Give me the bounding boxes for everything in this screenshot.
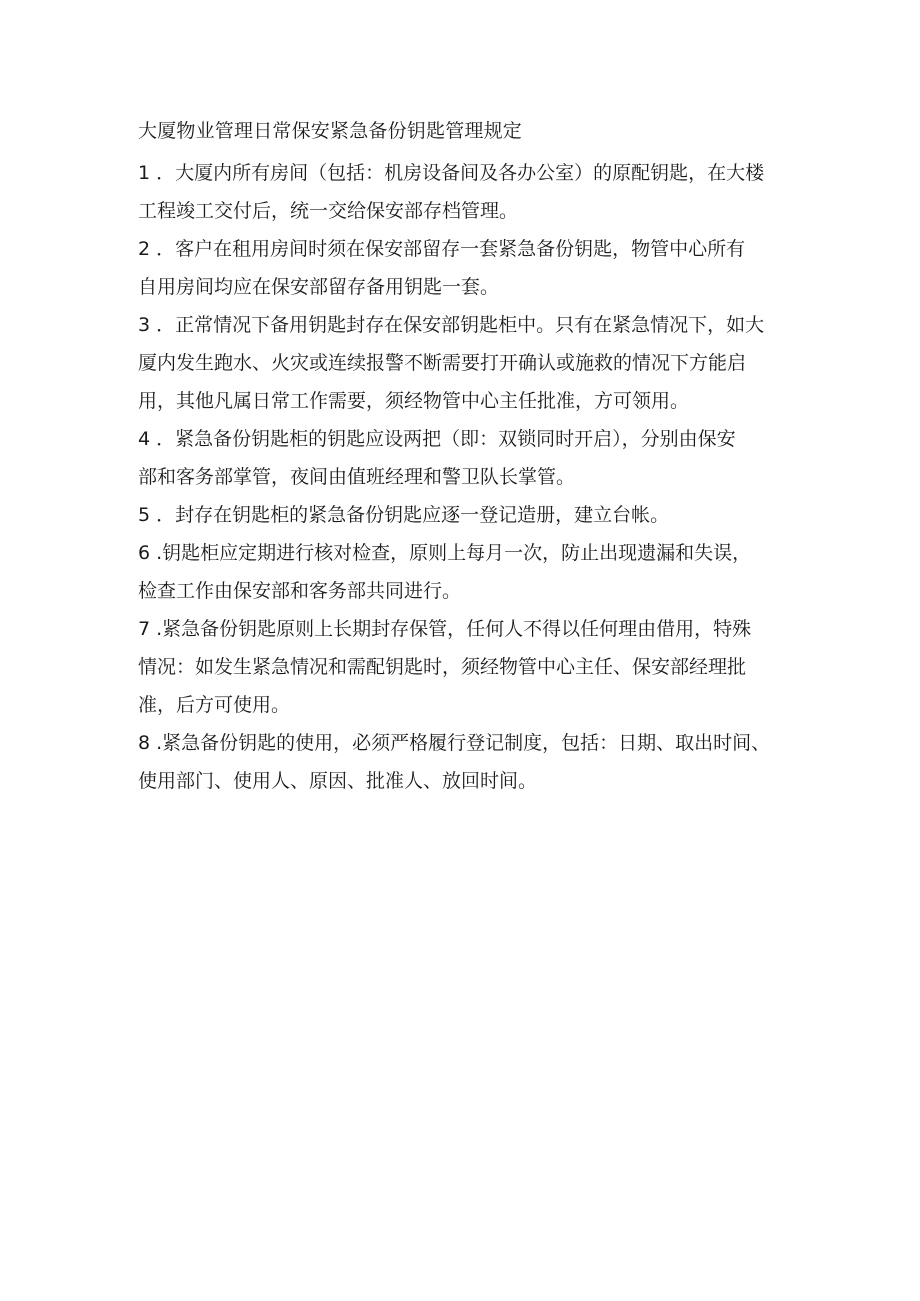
clause-line bbox=[138, 496, 798, 534]
clause-line bbox=[138, 306, 798, 344]
clause-line: 准，后方可使用。 bbox=[138, 694, 291, 716]
clause-line bbox=[138, 610, 798, 648]
clause-number: 2 bbox=[138, 238, 151, 260]
clause-number: 6 bbox=[138, 542, 151, 564]
document-title: 大厦物业管理日常保安紧急备份钥匙管理规定 bbox=[138, 120, 523, 142]
document-page bbox=[138, 116, 798, 800]
clause-number: 4 bbox=[138, 428, 151, 450]
clause-1 bbox=[138, 154, 798, 230]
clause-line bbox=[138, 230, 798, 268]
clause-5 bbox=[138, 496, 798, 534]
clause-text: .钥匙柜应定期进行核对检查，原则上每月一次，防止出现遗漏和失误， bbox=[156, 542, 752, 564]
clause-4 bbox=[138, 420, 798, 496]
clause-line: 厦内发生跑水、火灾或连续报警不断需要打开确认或施救的情况下方能启 bbox=[138, 352, 747, 374]
clause-number: 5 bbox=[138, 504, 151, 526]
clause-line: 部和客务部掌管，夜间由值班经理和警卫队长掌管。 bbox=[138, 466, 576, 488]
clause-line: 自用房间均应在保安部留存备用钥匙一套。 bbox=[138, 276, 500, 298]
clause-6 bbox=[138, 534, 798, 610]
clause-line bbox=[138, 420, 798, 458]
clause-line: 情况：如发生紧急情况和需配钥匙时，须经物管中心主任、保安部经理批 bbox=[138, 656, 747, 678]
clause-number: 8 bbox=[138, 732, 151, 754]
clause-text: ．封存在钥匙柜的紧急备份钥匙应逐一登记造册，建立台帐。 bbox=[156, 504, 670, 526]
clause-7 bbox=[138, 610, 798, 724]
clause-text: .紧急备份钥匙原则上长期封存保管，任何人不得以任何理由借用，特殊 bbox=[156, 618, 752, 640]
clause-number: 1 bbox=[138, 162, 151, 184]
clause-line bbox=[138, 154, 798, 192]
clause-number: 3 bbox=[138, 314, 151, 336]
clause-line: 工程竣工交付后，统一交给保安部存档管理。 bbox=[138, 200, 519, 222]
clause-line bbox=[138, 724, 798, 762]
clause-3 bbox=[138, 306, 798, 420]
clause-number: 7 bbox=[138, 618, 151, 640]
clause-text: .紧急备份钥匙的使用，必须严格履行登记制度，包括：日期、取出时间、 bbox=[156, 732, 771, 754]
clause-text: ．客户在租用房间时须在保安部留存一套紧急备份钥匙，物管中心所有 bbox=[156, 238, 746, 260]
clause-text: ．正常情况下备用钥匙封存在保安部钥匙柜中。只有在紧急情况下，如大 bbox=[156, 314, 765, 336]
clause-line: 使用部门、使用人、原因、批准人、放回时间。 bbox=[138, 770, 538, 792]
clause-line: 检查工作由保安部和客务部共同进行。 bbox=[138, 580, 462, 602]
clause-2 bbox=[138, 230, 798, 306]
clause-line: 用，其他凡属日常工作需要，须经物管中心主任批准，方可领用。 bbox=[138, 390, 690, 412]
clause-text: ．大厦内所有房间（包括：机房设备间及各办公室）的原配钥匙，在大楼 bbox=[156, 162, 765, 184]
clause-line bbox=[138, 534, 798, 572]
clause-8 bbox=[138, 724, 798, 800]
clause-text: ．紧急备份钥匙柜的钥匙应设两把（即：双锁同时开启），分别由保安 bbox=[156, 428, 736, 450]
